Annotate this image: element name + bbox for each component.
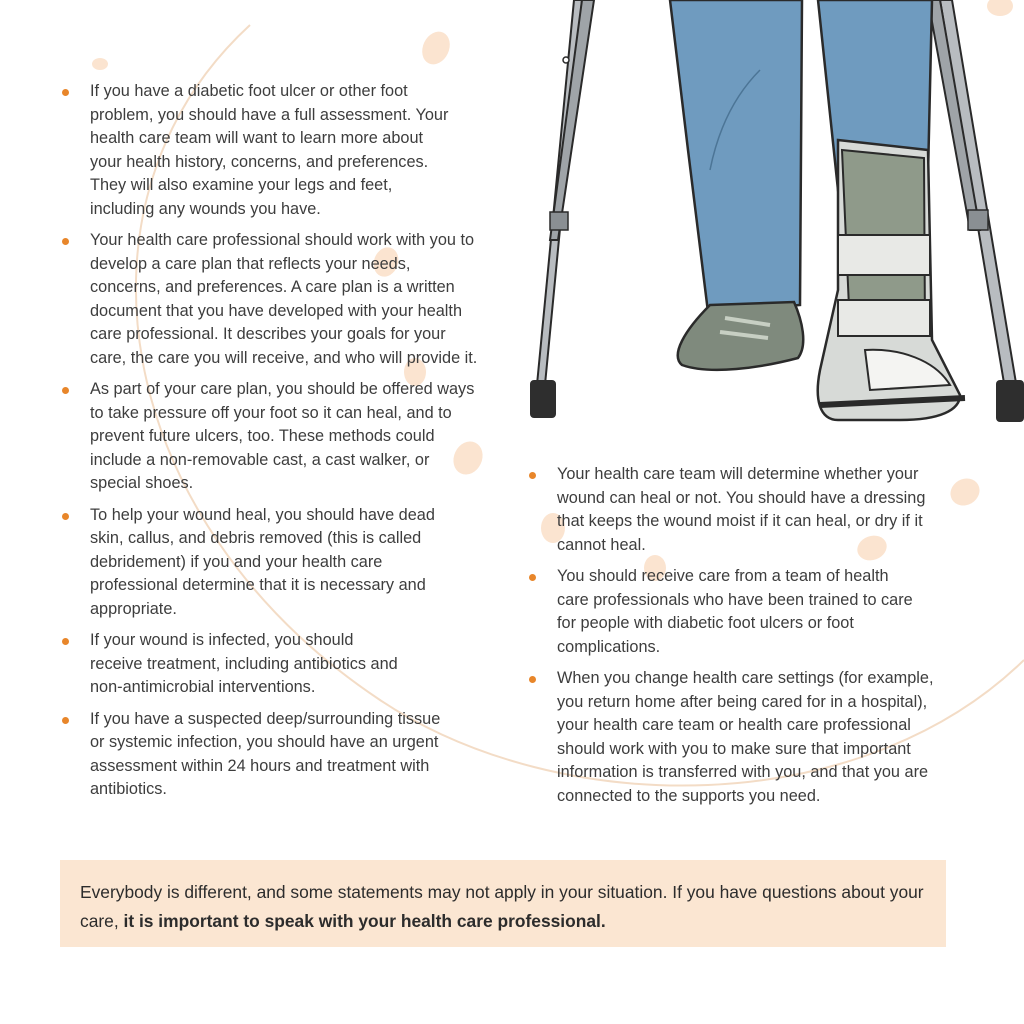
list-item xyxy=(90,80,490,221)
decorative-spot xyxy=(92,58,108,70)
decorative-spot xyxy=(946,473,985,511)
person-with-crutches-and-walker-boot-icon xyxy=(520,0,1024,430)
bullet-icon xyxy=(62,387,69,394)
callout-bold-text: it is important to speak with your health care professional. xyxy=(123,911,606,931)
bullet-text: You should receive care from a team of health care professionals who have been trained to care for people with diabetic foot ulcers or foot complications. xyxy=(557,567,913,656)
bullet-icon xyxy=(529,472,536,479)
bullet-text: If your wound is infected, you should receive treatment, including antibiotics and non-antimicrobial interventions. xyxy=(90,631,398,696)
list-item xyxy=(90,629,490,700)
important-note-callout xyxy=(60,860,946,947)
list-item xyxy=(557,667,947,808)
bullet-text: Your health care team will determine whether your wound can heal or not. You should have a dressing that keeps the wound moist if it can heal, or dry if it cannot heal. xyxy=(557,465,926,554)
bullet-text: As part of your care plan, you should be offered ways to take pressure off your foot so it can heal, and to prevent future ulcers, too. These methods could include a non-removable cast, a cast walker, or special shoes. xyxy=(90,380,475,492)
bullet-text: If you have a suspected deep/surrounding tissue or systemic infection, you should have an urgent assessment within 24 hours and treatment with antibiotics. xyxy=(90,709,441,798)
list-item xyxy=(557,463,947,557)
bullet-text: Your health care professional should work with you to develop a care plan that reflects your needs, concerns, and preferences. A care plan is a written document that you have developed with your health care professional. It describes your goals for your care, the care you will receive, and who will provide it. xyxy=(90,231,478,367)
bullet-icon xyxy=(62,89,69,96)
bullet-icon xyxy=(62,638,69,645)
bullet-text: To help your wound heal, you should have dead skin, callus, and debris removed (this is called debridement) if you and your health care professional determine that it is necessary and appropriate. xyxy=(90,505,435,618)
bullet-icon xyxy=(529,676,536,683)
bullet-icon xyxy=(62,717,69,724)
list-item xyxy=(557,565,947,659)
list-item xyxy=(90,229,490,370)
left-leg-jeans xyxy=(670,0,802,312)
bullet-icon xyxy=(62,238,69,245)
bullet-icon xyxy=(62,513,69,520)
list-item xyxy=(90,504,490,622)
list-item xyxy=(90,378,490,496)
walker-boot-icon xyxy=(818,140,965,420)
right-bullet-list xyxy=(557,463,947,808)
left-bullet-list xyxy=(90,80,490,802)
list-item xyxy=(90,708,490,802)
bullet-icon xyxy=(529,574,536,581)
callout-text: Everybody is different, and some statements may not apply in your situation. If you have questions about your care, xyxy=(80,882,924,931)
bullet-text: When you change health care settings (for example, you return home after being cared for in a hospital), your health care team or health care professional should work with you to make sure that important information is transferred with you, and that you are connected to the supports you need. xyxy=(557,669,934,805)
bullet-text: If you have a diabetic foot ulcer or other foot problem, you should have a full assessment. Your health care team will want to learn more about your health history, concerns, and preferences. They will also examine your legs and feet, including any wounds you have. xyxy=(90,82,449,218)
left-crutch-icon xyxy=(530,0,594,418)
decorative-spot xyxy=(417,27,455,69)
